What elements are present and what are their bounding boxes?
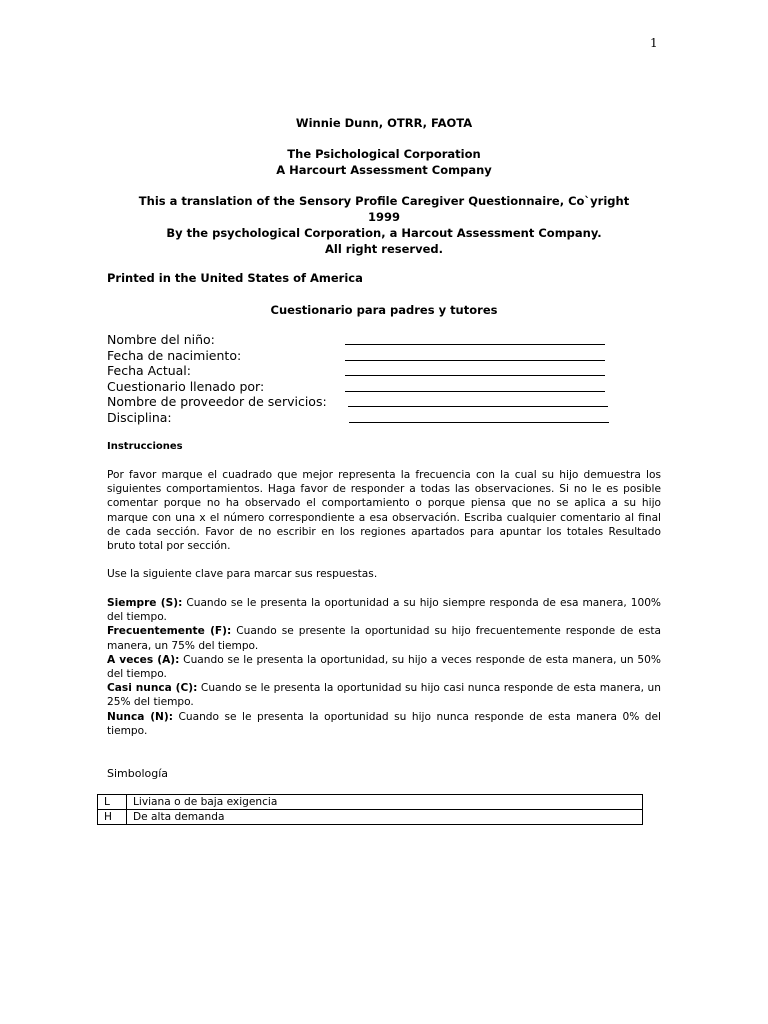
copyright-line: This a translation of the Sensory Profile Caregiver Questionnaire, Co`yright bbox=[138, 194, 630, 208]
copyright-line: All right reserved. bbox=[324, 242, 443, 256]
key-term: Frecuentemente (F): bbox=[107, 625, 232, 638]
field-label: Disciplina: bbox=[107, 409, 172, 425]
field-label: Nombre de proveedor de servicios: bbox=[107, 394, 327, 410]
key-intro: Use la siguiente clave para marcar sus respuestas. bbox=[107, 568, 378, 580]
key-term: A veces (A): bbox=[107, 653, 180, 666]
copyright-line: By the psychological Corporation, a Harcout Assessment Company. bbox=[166, 226, 602, 240]
field-filled-by bbox=[107, 379, 627, 395]
fill-line[interactable] bbox=[345, 391, 605, 392]
copyright-line: 1999 bbox=[367, 210, 400, 224]
fill-line[interactable] bbox=[348, 406, 608, 407]
response-key bbox=[107, 596, 661, 738]
legend-description: De alta demanda bbox=[127, 810, 643, 825]
key-description: Cuando se le presenta la oportunidad su hijo nunca responde de esta manera 0% del tiempo. bbox=[107, 710, 661, 737]
table-row bbox=[98, 810, 643, 825]
key-item-siempre bbox=[107, 596, 661, 624]
legend-table bbox=[97, 794, 643, 825]
field-label: Fecha Actual: bbox=[107, 363, 191, 379]
publisher-name: The Psichological Corporation bbox=[287, 147, 481, 161]
publisher-subtitle: A Harcourt Assessment Company bbox=[276, 163, 492, 177]
field-label: Fecha de nacimiento: bbox=[107, 347, 242, 363]
field-child-name bbox=[107, 332, 627, 348]
key-item-a-veces bbox=[107, 653, 661, 681]
fill-line[interactable] bbox=[345, 344, 605, 345]
field-service-provider bbox=[107, 394, 627, 410]
fill-line[interactable] bbox=[345, 360, 605, 361]
field-discipline bbox=[107, 410, 627, 426]
fill-line[interactable] bbox=[345, 375, 605, 376]
key-description: Cuando se le presenta la oportunidad su hijo casi nunca responde de esta manera, un 25% del tiempo. bbox=[107, 682, 661, 709]
legend-heading: Simbología bbox=[107, 767, 169, 780]
form-fields bbox=[107, 332, 627, 426]
legend-code: L bbox=[98, 795, 127, 810]
key-description: Cuando se le presenta la oportunidad a su hijo siempre responda de esa manera, 100% del tiempo. bbox=[107, 597, 661, 624]
instructions-heading: Instrucciones bbox=[107, 441, 183, 452]
page-number: 1 bbox=[650, 36, 658, 50]
fill-line[interactable] bbox=[349, 422, 609, 423]
form-title: Cuestionario para padres y tutores bbox=[270, 303, 498, 317]
key-item-frecuentemente bbox=[107, 624, 661, 652]
key-description: Cuando se presente la oportunidad su hijo frecuentemente responde de esta manera, un 75% del tiempo. bbox=[107, 625, 661, 652]
key-term: Nunca (N): bbox=[107, 710, 173, 723]
field-birth-date bbox=[107, 348, 627, 364]
key-item-nunca bbox=[107, 710, 661, 738]
key-item-casi-nunca bbox=[107, 681, 661, 709]
field-label: Cuestionario llenado por: bbox=[107, 378, 265, 394]
key-term: Siempre (S): bbox=[107, 597, 183, 609]
legend-code: H bbox=[98, 810, 127, 825]
printed-notice: Printed in the United States of America bbox=[107, 271, 363, 285]
author-line: Winnie Dunn, OTRR, FAOTA bbox=[295, 116, 473, 130]
copyright-notice bbox=[100, 193, 668, 257]
table-row bbox=[98, 795, 643, 810]
publisher-block bbox=[100, 146, 668, 178]
field-current-date bbox=[107, 363, 627, 379]
instructions-paragraph: Por favor marque el cuadrado que mejor representa la frecuencia con la cual su hijo demuestra los siguientes comportamientos. Haga favor de responder a todas las observaciones. Si no le es posible comentar porque no ha observado el comportamiento o porque piensa que no se aplica a su hijo marque con una x el número correspondiente a esa observación. Escriba cualquier comentario al final de cada sección. Favor de no escribir en los regiones apartados para apuntar los totales Resultado bruto total por sección. bbox=[107, 469, 661, 553]
key-description: Cuando se le presenta la oportunidad, su hijo a veces responde de esta manera, un 50% del tiempo. bbox=[107, 653, 661, 681]
field-label: Nombre del niño: bbox=[107, 332, 215, 347]
legend-description: Liviana o de baja exigencia bbox=[127, 795, 643, 810]
key-term: Casi nunca (C): bbox=[107, 682, 198, 695]
